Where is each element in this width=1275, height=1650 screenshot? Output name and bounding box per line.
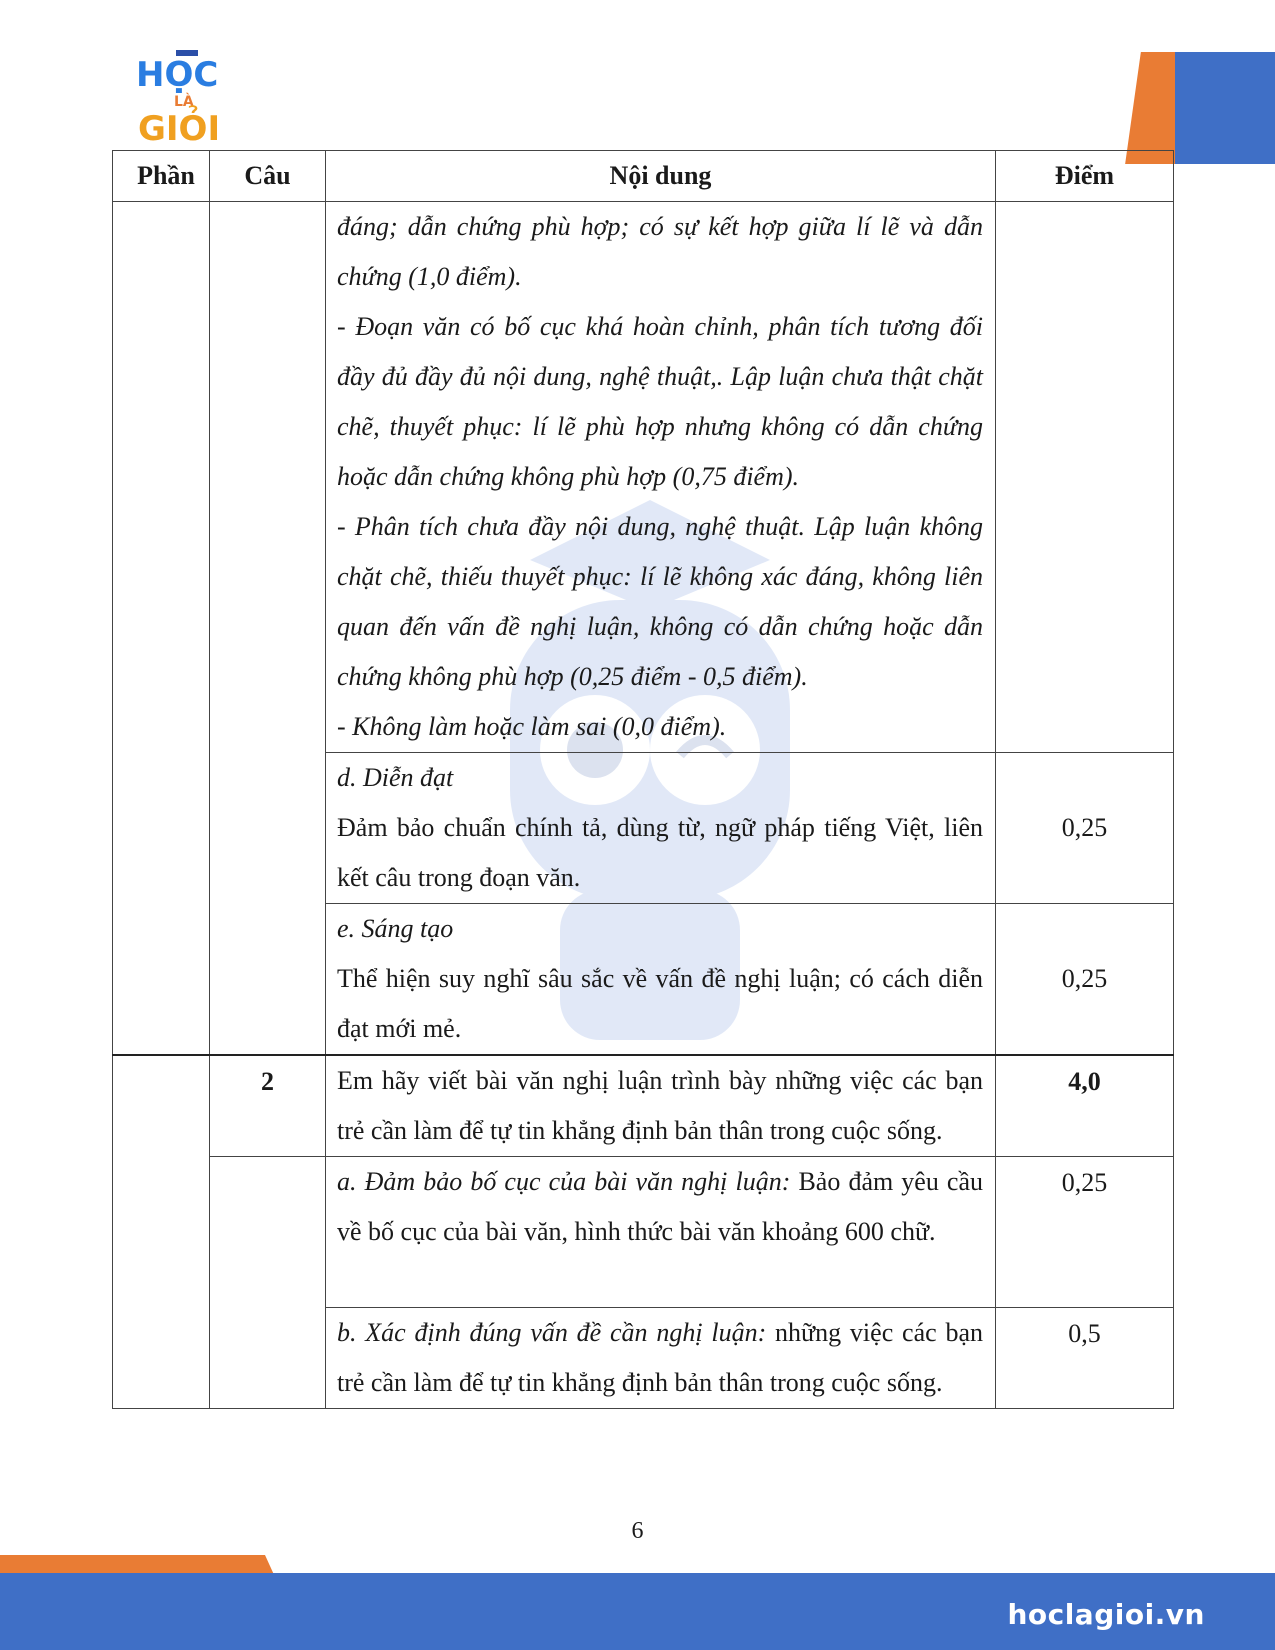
logo-line2: LÀ — [174, 94, 194, 110]
dien-dat-score: 0,25 — [996, 753, 1174, 904]
van-de-label: b. Xác định đúng vấn đề cần nghị luận: — [337, 1318, 767, 1347]
answer-key-table — [112, 150, 1174, 1409]
bo-cuc-label: a. Đảm bảo bố cục của bài văn nghị luận: — [337, 1167, 791, 1196]
criteria-line: - Đoạn văn có bố cục khá hoàn chỉnh, phân tích tương đối đầy đủ đầy đủ nội dung, nghệ thuật,. Lập luận chưa thật chặt chẽ, thuyết phục: lí lẽ phù hợp nhưng không có dẫn chứng hoặc dẫn chứng không phù hợp (0,75 điểm). — [337, 312, 983, 491]
question-score: 4,0 — [996, 1055, 1174, 1157]
van-de-text: những việc các bạn trẻ cần làm để tự tin khẳng định bản thân trong cuộc sống. — [337, 1318, 983, 1397]
header-cau: Câu — [210, 151, 326, 202]
phan-cell — [113, 202, 210, 1056]
hoc-la-gioi-logo — [136, 50, 246, 146]
cau-number: 2 — [210, 1055, 326, 1157]
van-de-score: 0,5 — [996, 1308, 1174, 1409]
header-noi-dung: Nội dung — [326, 151, 996, 202]
question-text: Em hãy viết bài văn nghị luận trình bày những việc các bạn trẻ cần làm để tự tin khẳng định bản thân trong cuộc sống. — [326, 1055, 996, 1157]
cau-cell — [210, 202, 326, 1056]
footer-site-link[interactable]: hoclagioi.vn — [1007, 1598, 1205, 1631]
dien-dat-cell — [326, 753, 996, 904]
criteria-line: - Không làm hoặc làm sai (0,0 điểm). — [337, 712, 727, 741]
dien-dat-text: Đảm bảo chuẩn chính tả, dùng từ, ngữ pháp tiếng Việt, liên kết câu trong đoạn văn. — [337, 813, 983, 892]
score-cell-empty — [996, 202, 1174, 753]
corner-accent-blue — [1175, 52, 1275, 164]
phan-cell — [113, 1055, 210, 1409]
logo-line3: GIỎI — [138, 109, 221, 146]
criteria-line: - Phân tích chưa đầy nội dung, nghệ thuật. Lập luận không chặt chẽ, thiếu thuyết phục: lí lẽ không xác đáng, không liên quan đến vấn đề nghị luận, không có dẫn chứng hoặc dẫn chứng không phù hợp (0,25 điểm - 0,5 điểm). — [337, 512, 983, 691]
bo-cuc-cell — [326, 1157, 996, 1308]
bo-cuc-score: 0,25 — [996, 1157, 1174, 1308]
cau-cell — [210, 1157, 326, 1409]
logo-line1: HỌC — [136, 55, 219, 95]
criteria-cell — [326, 202, 996, 753]
bo-cuc-text: Bảo đảm yêu cầu về bố cục của bài văn, hình thức bài văn khoảng 600 chữ. — [337, 1167, 984, 1246]
dien-dat-heading: d. Diễn đạt — [337, 763, 454, 792]
sang-tao-heading: e. Sáng tạo — [337, 914, 454, 943]
sang-tao-cell — [326, 904, 996, 1056]
header-diem: Điểm — [996, 151, 1174, 202]
criteria-line: đáng; dẫn chứng phù hợp; có sự kết hợp giữa lí lẽ và dẫn chứng (1,0 điểm). — [337, 212, 983, 291]
sang-tao-text: Thể hiện suy nghĩ sâu sắc về vấn đề nghị luận; có cách diễn đạt mới mẻ. — [337, 964, 983, 1043]
van-de-cell — [326, 1308, 996, 1409]
page-number: 6 — [631, 1518, 644, 1544]
sang-tao-score: 0,25 — [996, 904, 1174, 1056]
header-phan: Phần — [113, 151, 210, 202]
